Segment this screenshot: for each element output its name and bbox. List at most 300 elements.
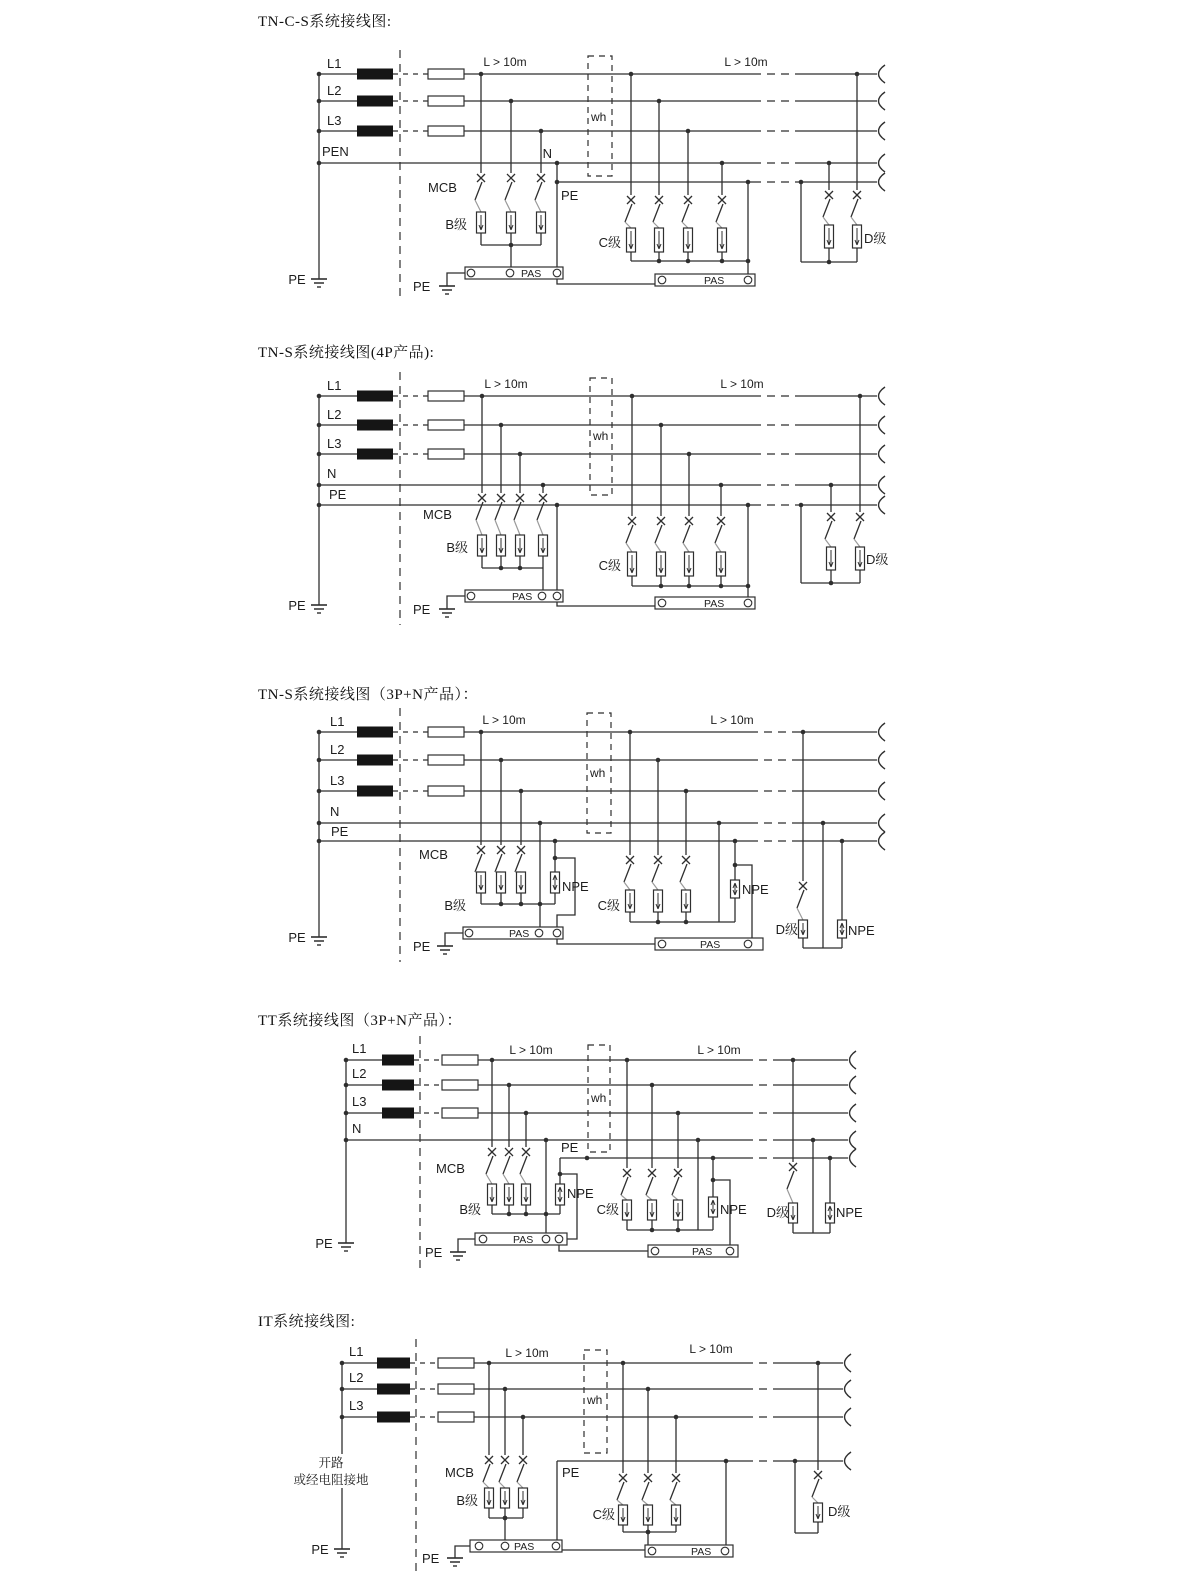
meter-label: wh — [591, 110, 607, 124]
meter-label: wh — [590, 766, 606, 780]
wire — [716, 204, 723, 222]
socket-icon — [879, 723, 886, 741]
diagram-title: TN-S系统接线图（3P+N产品）： — [258, 687, 478, 703]
junction-dot — [555, 180, 560, 185]
junction-dot — [686, 129, 691, 134]
socket-icon — [879, 65, 886, 83]
pas-terminal — [506, 269, 514, 277]
junction-dot — [657, 259, 662, 264]
pas-terminal — [542, 1235, 550, 1243]
pas-terminal — [721, 1547, 729, 1555]
wire — [625, 204, 632, 222]
mcb-label: MCB — [423, 507, 452, 522]
junction-dot — [827, 161, 832, 166]
junction-dot — [656, 758, 661, 763]
junction-dot — [858, 394, 863, 399]
junction-dot — [521, 1415, 526, 1420]
wire — [475, 200, 481, 212]
junction-dot — [840, 839, 845, 844]
pas-terminal — [555, 1235, 563, 1243]
pas-earth-wire — [447, 596, 465, 602]
inductor-icon — [357, 755, 393, 766]
junction-dot — [499, 566, 504, 571]
fuse-icon — [428, 126, 464, 136]
wire — [486, 1156, 493, 1174]
spd-class-label: C级 — [592, 1507, 615, 1522]
junction-dot — [625, 1058, 630, 1063]
pas-terminal — [658, 276, 666, 284]
line-label: L2 — [327, 83, 342, 98]
spd-class-label: D级 — [766, 1205, 789, 1220]
pas-label: PAS — [521, 268, 542, 280]
junction-dot — [801, 730, 806, 735]
socket-icon — [879, 814, 886, 832]
line-label: L3 — [349, 1398, 364, 1413]
inductor-icon — [357, 126, 393, 137]
wire — [535, 200, 541, 212]
distance-label: L > 10m — [483, 55, 527, 69]
wire — [626, 525, 633, 543]
diagram-title: IT系统接线图: — [258, 1314, 356, 1330]
wire — [682, 204, 689, 222]
pas-terminal — [726, 1247, 734, 1255]
wire — [825, 539, 831, 547]
fuse-icon — [428, 755, 464, 765]
wire — [483, 1482, 489, 1488]
junction-dot — [621, 1361, 626, 1366]
junction-dot — [711, 1156, 716, 1161]
ground-label: PE — [413, 939, 431, 954]
junction-dot — [687, 452, 692, 457]
wire — [495, 520, 501, 535]
wire — [642, 1482, 649, 1500]
socket-icon — [850, 1149, 857, 1167]
socket-icon — [845, 1380, 852, 1398]
junction-dot — [628, 730, 633, 735]
line-label: L2 — [352, 1066, 367, 1081]
line-label: L1 — [349, 1344, 364, 1359]
wire — [537, 520, 543, 535]
junction-dot — [717, 821, 722, 826]
distance-label: L > 10m — [482, 713, 526, 727]
line-label: PEN — [322, 144, 349, 159]
fuse-icon — [428, 391, 464, 401]
line-label: L3 — [330, 773, 345, 788]
note-label: 开路 — [318, 1456, 344, 1470]
junction-dot — [555, 161, 560, 166]
wire — [520, 1156, 527, 1174]
wire — [823, 199, 830, 217]
pas-terminal — [465, 929, 473, 937]
pas-label: PAS — [513, 1234, 534, 1246]
ground-label: PE — [413, 602, 431, 617]
junction-dot — [544, 1138, 549, 1143]
note-label: 或经电阻接地 — [293, 1473, 369, 1487]
pas-terminal — [648, 1547, 656, 1555]
socket-icon — [879, 122, 886, 140]
pas-terminal — [651, 1247, 659, 1255]
junction-dot — [503, 1516, 508, 1521]
diagram-title: TT系统接线图（3P+N产品）： — [258, 1013, 462, 1029]
junction-dot — [524, 1111, 529, 1116]
fuse-icon — [428, 449, 464, 459]
junction-dot — [855, 72, 860, 77]
pas-label: PAS — [692, 1246, 713, 1258]
meter-label: wh — [587, 1393, 603, 1407]
pas-link-wire — [557, 279, 655, 284]
wire — [475, 854, 482, 872]
wire — [499, 1482, 505, 1488]
mcb-label: MCB — [419, 847, 448, 862]
spd-class-label: D级 — [775, 922, 798, 937]
junction-dot — [650, 1228, 655, 1233]
socket-icon — [845, 1408, 852, 1426]
pas-link-wire — [557, 602, 655, 606]
line-label: L3 — [327, 436, 342, 451]
pas-terminal — [467, 592, 475, 600]
pas-terminal — [535, 929, 543, 937]
junction-dot — [724, 1459, 729, 1464]
pas-terminal — [475, 1542, 483, 1550]
wire — [823, 217, 829, 225]
pe-label: PE — [561, 188, 579, 203]
line-label: L3 — [352, 1094, 367, 1109]
junction-dot — [829, 483, 834, 488]
pas-label: PAS — [512, 591, 533, 603]
fuse-icon — [428, 69, 464, 79]
junction-dot — [544, 1212, 549, 1217]
wire — [505, 200, 511, 212]
wire — [672, 1195, 678, 1200]
fuse-icon — [442, 1108, 478, 1118]
pas-label: PAS — [704, 275, 725, 287]
wire — [517, 1482, 523, 1488]
junction-dot — [479, 72, 484, 77]
wire — [680, 864, 687, 882]
wire — [854, 521, 861, 539]
line-label: L2 — [330, 742, 345, 757]
fuse-icon — [438, 1384, 474, 1394]
junction-dot — [676, 1111, 681, 1116]
junction-dot — [509, 99, 514, 104]
wire — [505, 182, 512, 200]
pas-label: PAS — [509, 928, 530, 940]
junction-dot — [646, 1387, 651, 1392]
pas-terminal — [467, 269, 475, 277]
wire — [797, 890, 804, 908]
junction-dot — [720, 259, 725, 264]
pas-earth-wire — [445, 933, 463, 939]
spd-class-label: D级 — [828, 1504, 851, 1519]
wire — [825, 521, 832, 539]
distance-label: L > 10m — [689, 1342, 733, 1356]
meter-label: wh — [591, 1091, 607, 1105]
junction-dot — [827, 260, 832, 265]
inductor-icon — [357, 391, 393, 402]
line-label: N — [327, 466, 337, 481]
wire — [683, 525, 690, 543]
wire — [535, 182, 542, 200]
wire — [646, 1177, 653, 1195]
spd-class-label: B级 — [444, 898, 466, 913]
junction-dot — [585, 1156, 590, 1161]
wire — [812, 1497, 818, 1503]
pas-terminal — [744, 599, 752, 607]
junction-dot — [816, 1361, 821, 1366]
socket-icon — [879, 476, 886, 494]
fuse-icon — [442, 1055, 478, 1065]
socket-icon — [879, 496, 886, 514]
distance-label: L > 10m — [484, 377, 528, 391]
wire — [655, 543, 661, 552]
junction-dot — [687, 584, 692, 589]
socket-icon — [879, 154, 886, 172]
wire — [624, 882, 630, 890]
pas-terminal — [553, 269, 561, 277]
wire — [787, 1189, 793, 1203]
ground-label: PE — [288, 930, 306, 945]
wire — [617, 1500, 623, 1505]
wire — [682, 222, 688, 228]
socket-icon — [850, 1076, 857, 1094]
wire — [851, 217, 857, 225]
wire — [621, 1195, 627, 1200]
junction-dot — [733, 839, 738, 844]
junction-dot — [499, 902, 504, 907]
junction-dot — [538, 902, 543, 907]
mcb-label: MCB — [445, 1465, 474, 1480]
wire — [503, 1156, 510, 1174]
junction-dot — [793, 1459, 798, 1464]
socket-icon — [879, 173, 886, 191]
fuse-icon — [442, 1080, 478, 1090]
socket-icon — [850, 1131, 857, 1149]
pas-label: PAS — [704, 598, 725, 610]
pas-terminal — [552, 1542, 560, 1550]
wire — [483, 1464, 490, 1482]
wire — [854, 539, 860, 547]
ground-label: PE — [425, 1245, 443, 1260]
wire — [517, 1464, 524, 1482]
junction-dot — [821, 821, 826, 826]
pas-terminal — [744, 276, 752, 284]
socket-icon — [879, 782, 886, 800]
wire — [624, 864, 631, 882]
junction-dot — [629, 72, 634, 77]
npe-label: NPE — [567, 1186, 594, 1201]
junction-dot — [719, 584, 724, 589]
junction-dot — [720, 161, 725, 166]
inductor-icon — [357, 727, 393, 738]
junction-dot — [507, 1083, 512, 1088]
inductor-icon — [357, 69, 393, 80]
distance-label: L > 10m — [697, 1043, 741, 1057]
line-label: L1 — [352, 1041, 367, 1056]
ground-label: PE — [311, 1542, 329, 1557]
wire — [653, 204, 660, 222]
npe-label: NPE — [836, 1205, 863, 1220]
spd-class-label: D级 — [864, 231, 887, 246]
junction-dot — [553, 839, 558, 844]
junction-dot — [480, 394, 485, 399]
wire — [626, 543, 632, 552]
pas-link-wire — [559, 1245, 648, 1251]
spd-class-label: D级 — [866, 552, 889, 567]
wire — [680, 882, 686, 890]
spd-class-label: B级 — [459, 1202, 481, 1217]
socket-icon — [845, 1452, 852, 1470]
distance-label: L > 10m — [724, 55, 768, 69]
wire — [520, 1174, 526, 1184]
junction-dot — [696, 1138, 701, 1143]
npe-label: NPE — [562, 879, 589, 894]
ground-label: PE — [288, 272, 306, 287]
wire — [642, 1500, 648, 1505]
wire — [787, 1171, 794, 1189]
distance-label: L > 10m — [509, 1043, 553, 1057]
junction-dot — [686, 259, 691, 264]
spd-class-label: C级 — [598, 235, 621, 250]
junction-dot — [646, 1530, 651, 1535]
junction-dot — [490, 1058, 495, 1063]
wire — [625, 222, 631, 228]
line-label: N — [330, 804, 340, 819]
junction-dot — [657, 99, 662, 104]
junction-dot — [791, 1058, 796, 1063]
wire — [672, 1177, 679, 1195]
wire — [515, 854, 522, 872]
pas-label: PAS — [691, 1546, 712, 1558]
fuse-icon — [438, 1412, 474, 1422]
mcb-label: MCB — [436, 1161, 465, 1176]
wire — [652, 864, 659, 882]
pas-terminal — [479, 1235, 487, 1243]
wire — [683, 543, 689, 552]
spd-class-label: C级 — [598, 558, 621, 573]
line-label: L1 — [330, 714, 345, 729]
wire — [653, 222, 659, 228]
inductor-icon — [357, 786, 393, 797]
fuse-icon — [428, 727, 464, 737]
wire — [797, 908, 803, 920]
junction-dot — [811, 1138, 816, 1143]
npe-label: NPE — [848, 923, 875, 938]
socket-icon — [845, 1354, 852, 1372]
inductor-icon — [377, 1358, 410, 1369]
junction-dot — [684, 920, 689, 925]
wire — [617, 1482, 624, 1500]
mcb-label: MCB — [428, 180, 457, 195]
junction-dot — [746, 180, 751, 185]
socket-icon — [850, 1051, 857, 1069]
junction-dot — [503, 1387, 508, 1392]
junction-dot — [676, 1228, 681, 1233]
wire — [735, 865, 752, 938]
junction-dot — [659, 423, 664, 428]
junction-dot — [507, 1212, 512, 1217]
ground-label: PE — [315, 1236, 333, 1251]
junction-dot — [487, 1361, 492, 1366]
wire — [655, 525, 662, 543]
pas-terminal — [538, 592, 546, 600]
line-label: L1 — [327, 378, 342, 393]
line-label: L2 — [349, 1370, 364, 1385]
wire — [715, 525, 722, 543]
inductor-icon — [382, 1055, 414, 1066]
socket-icon — [879, 416, 886, 434]
inductor-icon — [377, 1384, 410, 1395]
socket-icon — [879, 832, 886, 850]
wire — [646, 1195, 652, 1200]
fuse-icon — [428, 420, 464, 430]
inductor-icon — [357, 449, 393, 460]
junction-dot — [499, 423, 504, 428]
junction-dot — [541, 483, 546, 488]
pas-terminal — [501, 1542, 509, 1550]
diagram-title: TN-C-S系统接线图: — [258, 14, 392, 30]
inductor-icon — [382, 1080, 414, 1091]
wire — [499, 1464, 506, 1482]
distance-label: L > 10m — [710, 713, 754, 727]
pas-terminal — [553, 592, 561, 600]
inductor-icon — [357, 420, 393, 431]
spd-class-label: C级 — [597, 898, 620, 913]
spd-class-label: B级 — [446, 540, 468, 555]
wire — [514, 520, 520, 535]
wire — [652, 882, 658, 890]
junction-dot — [799, 180, 804, 185]
pas-terminal — [553, 929, 561, 937]
distance-label: L > 10m — [505, 1346, 549, 1360]
junction-dot — [674, 1415, 679, 1420]
junction-dot — [659, 584, 664, 589]
junction-dot — [684, 789, 689, 794]
pas-earth-wire — [458, 1239, 475, 1245]
inductor-icon — [382, 1108, 414, 1119]
junction-dot — [719, 483, 724, 488]
wire — [475, 182, 482, 200]
junction-dot — [524, 1212, 529, 1217]
ground-label: PE — [413, 279, 431, 294]
n-label: N — [542, 146, 552, 161]
meter-label: wh — [593, 429, 609, 443]
socket-icon — [879, 387, 886, 405]
ground-label: PE — [288, 598, 306, 613]
npe-label: NPE — [742, 882, 769, 897]
wire — [670, 1482, 677, 1500]
fuse-icon — [428, 96, 464, 106]
inductor-icon — [377, 1412, 410, 1423]
pas-label: PAS — [514, 1541, 535, 1553]
junction-dot — [499, 758, 504, 763]
junction-dot — [799, 503, 804, 508]
fuse-icon — [428, 786, 464, 796]
pas-label: PAS — [700, 939, 721, 951]
wire — [812, 1479, 819, 1497]
junction-dot — [828, 1156, 833, 1161]
wire — [621, 1177, 628, 1195]
line-label: PE — [331, 824, 349, 839]
socket-icon — [850, 1104, 857, 1122]
pas-earth-wire — [455, 1546, 470, 1551]
line-label: L2 — [327, 407, 342, 422]
spd-class-label: B级 — [445, 217, 467, 232]
junction-dot — [519, 902, 524, 907]
junction-dot — [746, 503, 751, 508]
pe-label: PE — [561, 1140, 579, 1155]
distance-label: L > 10m — [720, 377, 764, 391]
junction-dot — [479, 730, 484, 735]
